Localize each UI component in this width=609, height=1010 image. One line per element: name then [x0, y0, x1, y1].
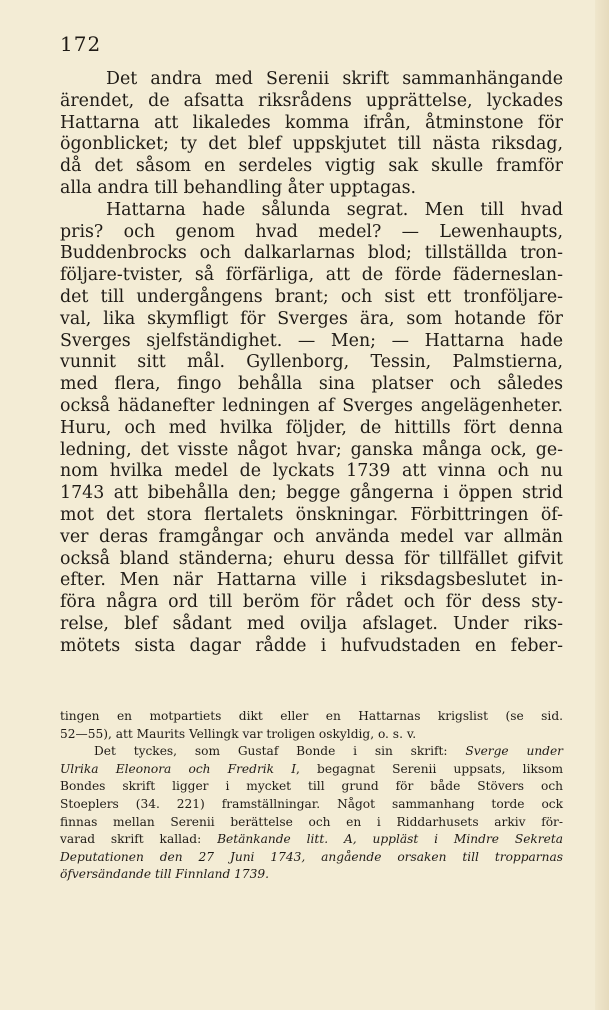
page-number: 172 [60, 32, 102, 56]
body-text-line: Sverges sjelfständighet. — Men; — Hattarna hade [60, 330, 563, 351]
body-text-line: Hattarna hade sålunda segrat. Men till hvad [106, 199, 563, 220]
main-text [60, 69, 563, 658]
body-text-line: vunnit sitt mål. Gyllenborg, Tessin, Palmstierna, [60, 352, 563, 373]
footnote-line [60, 708, 563, 726]
body-text-line: mot det stora flertalets önskningar. Förbittringen öf- [60, 504, 563, 525]
body-text-line: Huru, och med hvilka följder, de hittills fört denna [60, 417, 563, 438]
footnote-text: Det tyckes, som Gustaf Bonde i sin skrift: [94, 744, 466, 759]
body-text-line: ärendet, de afsatta riksrådens upprättelse, lyckades [60, 90, 563, 111]
body-text-line: nom hvilka medel de lyckats 1739 att vinna och nu [60, 461, 563, 482]
footnote-line [60, 866, 563, 884]
footnote-line [60, 778, 563, 796]
footnote-line [60, 761, 563, 779]
footnotes [60, 708, 563, 884]
footnote-text: Bondes skrift ligger i mycket till grund för både Stövers och [60, 779, 563, 794]
body-text-line: alla andra till behandling åter upptagas. [60, 177, 417, 198]
body-text-line: med flera, fingo behålla sina platser och således [60, 374, 563, 395]
footnote-text: finnas mellan Serenii berättelse och en i Riddarhusets arkiv för- [60, 814, 563, 829]
footnote-italic-text: Betänkande litt. A, uppläst i Mindre Sekreta [217, 832, 564, 847]
body-text-line: pris? och genom hvad medel? — Lewenhaupts, [60, 221, 563, 242]
body-text-line: Det andra med Serenii skrift sammanhängande [106, 69, 563, 89]
body-text-line: följare-tvister, så förfärliga, att de förde fäderneslan- [60, 265, 563, 286]
footnote-line [60, 726, 563, 744]
body-text-line: ver deras framgångar och använda medel var allmän [60, 526, 563, 547]
body-text-line: ögonblicket; ty det blef uppskjutet till nästa riksdag, [60, 134, 563, 155]
body-text-line: relse, blef sådant med ovilja afslaget. Under riks- [60, 613, 563, 634]
footnote-line [60, 796, 563, 814]
body-text-line: efter. Men när Hattarna ville i riksdagsbeslutet in- [60, 570, 563, 591]
footnote-italic-text: Deputationen den 27 Juni 1743, angående orsaken till tropparnas [60, 849, 563, 864]
footnote-italic-text: öfversändande till Finnland 1739. [60, 867, 270, 882]
footnote-text: varad skrift kallad: [60, 832, 218, 847]
body-text-line: val, lika skymfligt för Sverges ära, som hotande för [60, 308, 563, 329]
body-text-line: det till undergångens brant; och sist ett tronföljare- [60, 286, 563, 307]
footnote-text: tingen en motpartiets dikt eller en Hattarnas krigslist (se sid. [60, 709, 563, 723]
body-text-line: då det såsom en serdeles vigtig sak skulle framför [60, 156, 563, 177]
body-text-line: 1743 att bibehålla den; begge gångerna i öppen strid [60, 483, 563, 504]
footnote-text: Stoeplers (34. 221) framställningar. Något sammanhang torde ock [60, 796, 563, 811]
body-text-line: Hattarna att likaledes komma ifrån, åtminstone för [60, 112, 563, 133]
body-text-line: Buddenbrocks och dalkarlarnas blod; tillställda tron- [60, 243, 563, 264]
footnote-line [60, 743, 563, 761]
footnote-italic-text: Sverge under [465, 744, 564, 759]
body-text-line: föra några ord till beröm för rådet och för dess sty- [60, 592, 563, 613]
footnote-text: 52—55), att Maurits Vellingk var troligen oskyldig, o. s. v. [60, 726, 417, 741]
footnote-line [60, 849, 563, 867]
footnote-line [60, 831, 563, 849]
footnote-italic-text: Ulrika Eleonora och Fredrik I [60, 761, 297, 776]
footnote-text: , begagnat Serenii uppsats, liksom [296, 761, 563, 776]
body-text-line: också bland ständerna; ehuru dessa för tillfället gifvit [60, 548, 563, 569]
footnote-line [60, 814, 563, 832]
body-text-line: också hädanefter ledningen af Sverges angelägenheter. [60, 395, 563, 416]
body-text-line: ledning, det visste något hvar; ganska många ock, ge- [60, 439, 563, 460]
body-text-line: mötets sista dagar rådde i hufvudstaden en feber- [60, 635, 563, 656]
page-edge-shadow [595, 0, 609, 1010]
